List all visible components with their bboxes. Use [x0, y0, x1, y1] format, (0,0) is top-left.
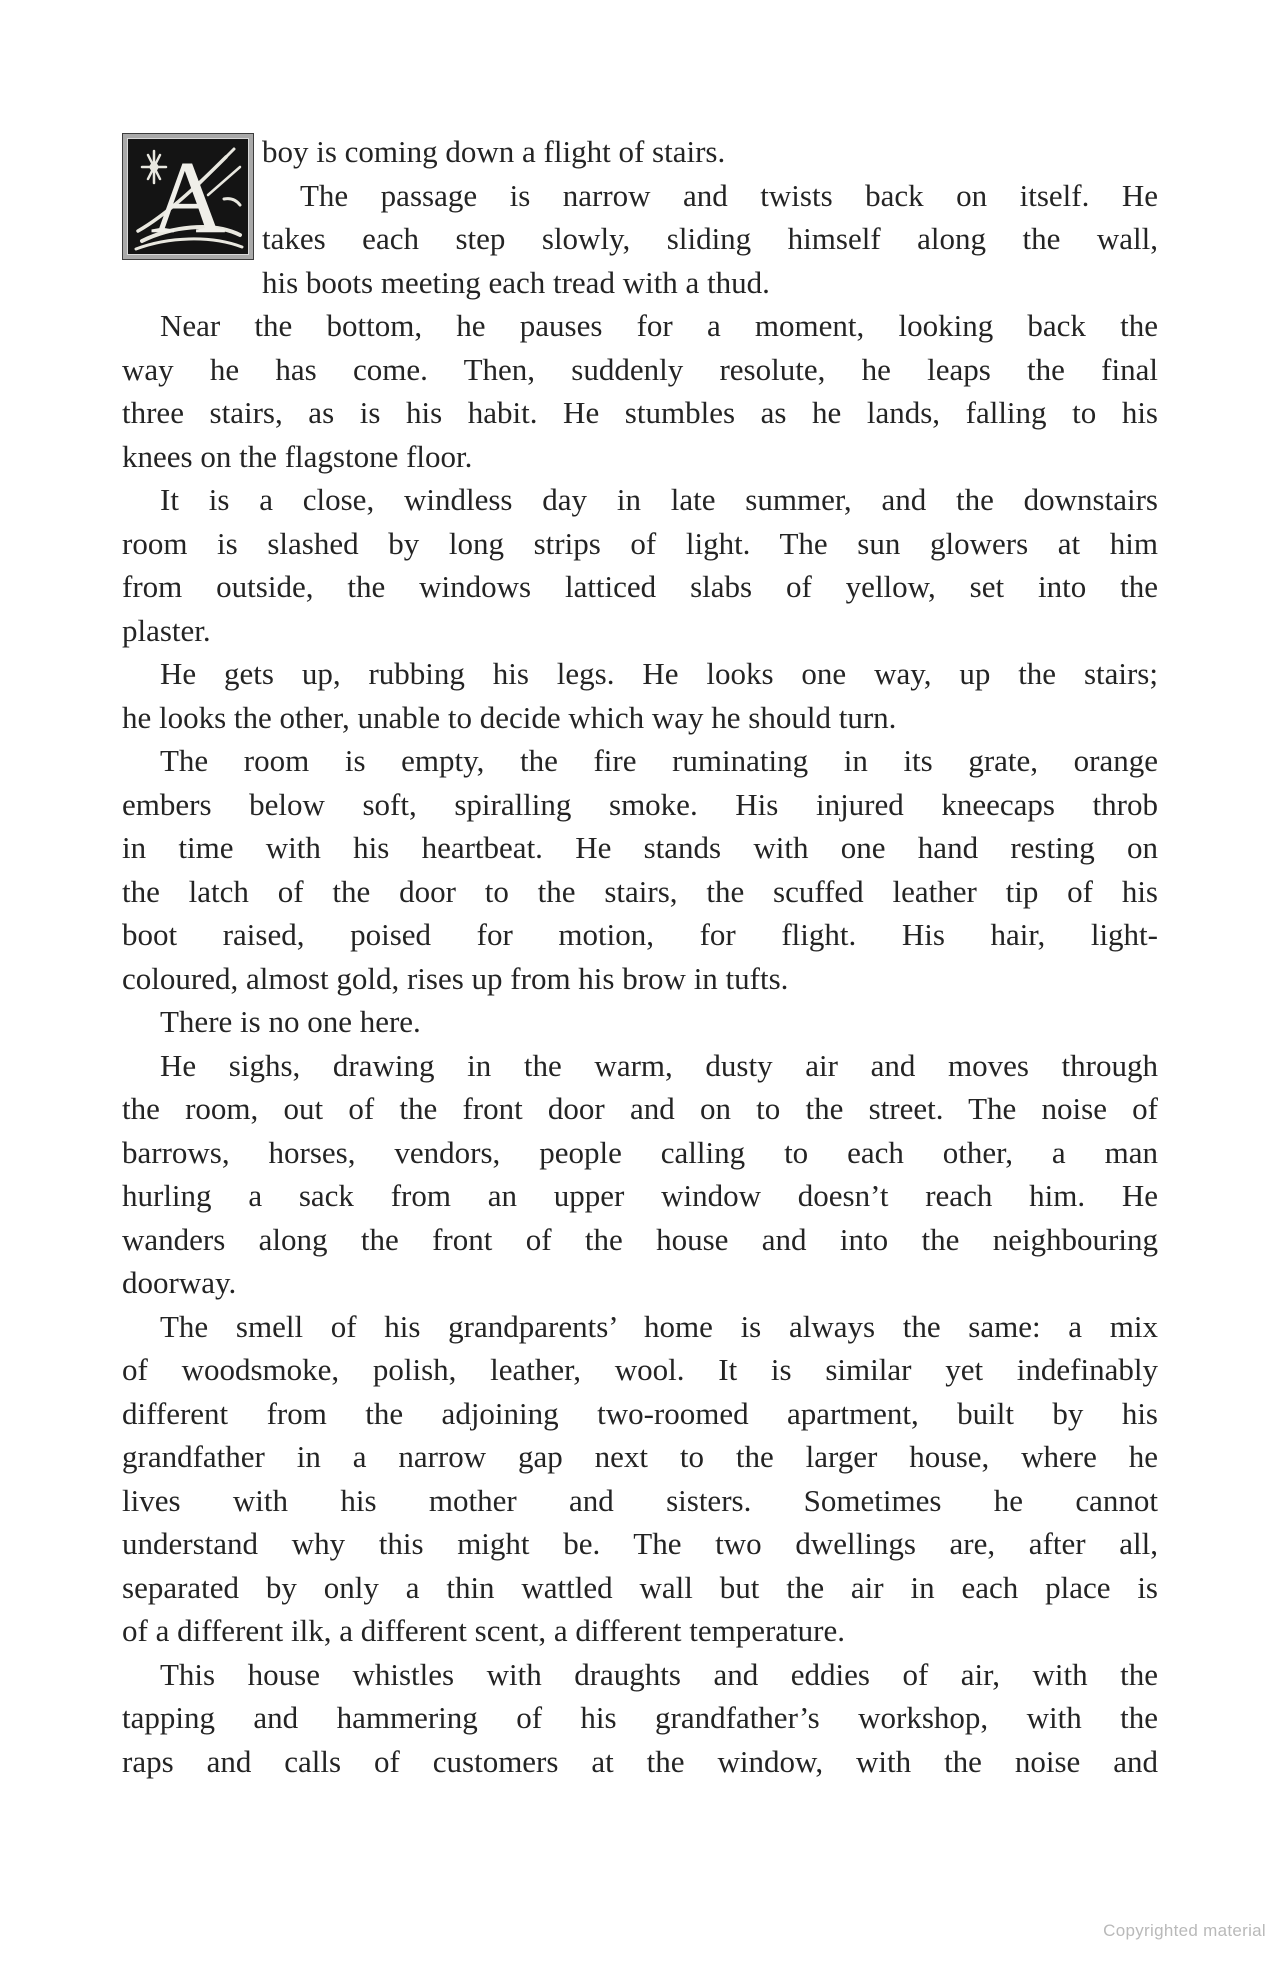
- text-line: of a different ilk, a different scent, a different temperature.: [122, 1613, 846, 1648]
- text-line: barrows, horses, vendors, people calling to each other, a man: [122, 1134, 1158, 1170]
- text-line: wanders along the front of the house and into the neighbouring: [122, 1221, 1158, 1257]
- paragraph: [122, 739, 1158, 1000]
- drop-cap-ornament: [122, 133, 254, 260]
- copyright-notice: Copyrighted material: [1103, 1921, 1266, 1940]
- text-line: different from the adjoining two-roomed apartment, built by his: [122, 1395, 1158, 1431]
- text-line: separated by only a thin wattled wall but the air in each place is: [122, 1569, 1158, 1605]
- text-line: tapping and hammering of his grandfather’s workshop, with the: [122, 1700, 1158, 1735]
- drop-cap-letter: A: [150, 139, 226, 255]
- text-line: room is slashed by long strips of light. The sun glowers at him: [122, 525, 1158, 561]
- text-line: He sighs, drawing in the warm, dusty air and moves through: [160, 1047, 1158, 1083]
- text-line: hurling a sack from an upper window doesn’t reach him. He: [122, 1178, 1158, 1213]
- paragraph: [122, 1653, 1158, 1784]
- text-line: Near the bottom, he pauses for a moment, looking back the: [160, 308, 1158, 343]
- text-line: The smell of his grandparents’ home is always the same: a mix: [160, 1308, 1158, 1344]
- text-line: plaster.: [122, 612, 211, 648]
- text-line: He gets up, rubbing his legs. He looks one way, up the stairs;: [160, 656, 1158, 691]
- text-line: in time with his heartbeat. He stands with one hand resting on: [122, 830, 1158, 865]
- paragraph: [122, 304, 1158, 478]
- page-text: [122, 130, 1158, 1783]
- text-line: boy is coming down a flight of stairs.: [262, 134, 726, 169]
- drop-cap-box: [127, 138, 249, 255]
- text-line: from outside, the windows latticed slabs of yellow, set into the: [122, 569, 1158, 604]
- text-line: understand why this might be. The two dwellings are, after all,: [122, 1526, 1158, 1561]
- text-line: his boots meeting each tread with a thud.: [262, 264, 770, 300]
- text-line: he looks the other, unable to decide which way he should turn.: [122, 699, 897, 735]
- text-line: the room, out of the front door and on to the street. The noise of: [122, 1091, 1158, 1126]
- text-line: knees on the flagstone floor.: [122, 438, 473, 474]
- paragraph: [122, 1000, 1158, 1044]
- text-line: of woodsmoke, polish, leather, wool. It is similar yet indefinably: [122, 1352, 1158, 1387]
- paragraph: [122, 652, 1158, 739]
- text-line: doorway.: [122, 1265, 237, 1300]
- text-line: This house whistles with draughts and eddies of air, with the: [160, 1656, 1158, 1692]
- text-line: takes each step slowly, sliding himself along the wall,: [262, 221, 1158, 256]
- text-line: the latch of the door to the stairs, the scuffed leather tip of his: [122, 873, 1158, 909]
- paragraph: [122, 1305, 1158, 1653]
- text-line: three stairs, as is his habit. He stumbles as he lands, falling to his: [122, 395, 1158, 430]
- text-line: lives with his mother and sisters. Sometimes he cannot: [122, 1482, 1158, 1518]
- text-line: The room is empty, the fire ruminating in its grate, orange: [160, 743, 1158, 778]
- paragraph: [122, 1044, 1158, 1305]
- text-line: raps and calls of customers at the window, with the noise and: [122, 1743, 1158, 1779]
- text-line: coloured, almost gold, rises up from his brow in tufts.: [122, 960, 789, 996]
- paragraph: [122, 478, 1158, 652]
- text-line: It is a close, windless day in late summer, and the downstairs: [160, 482, 1158, 517]
- text-line: embers below soft, spiralling smoke. His injured kneecaps throb: [122, 786, 1158, 822]
- paragraph: [122, 174, 1158, 305]
- text-line: grandfather in a narrow gap next to the larger house, where he: [122, 1439, 1158, 1474]
- text-line: There is no one here.: [160, 1004, 421, 1039]
- text-line: The passage is narrow and twists back on itself. He: [300, 177, 1158, 213]
- text-line: boot raised, poised for motion, for flight. His hair, light-: [122, 917, 1158, 952]
- text-line: way he has come. Then, suddenly resolute, he leaps the final: [122, 351, 1158, 387]
